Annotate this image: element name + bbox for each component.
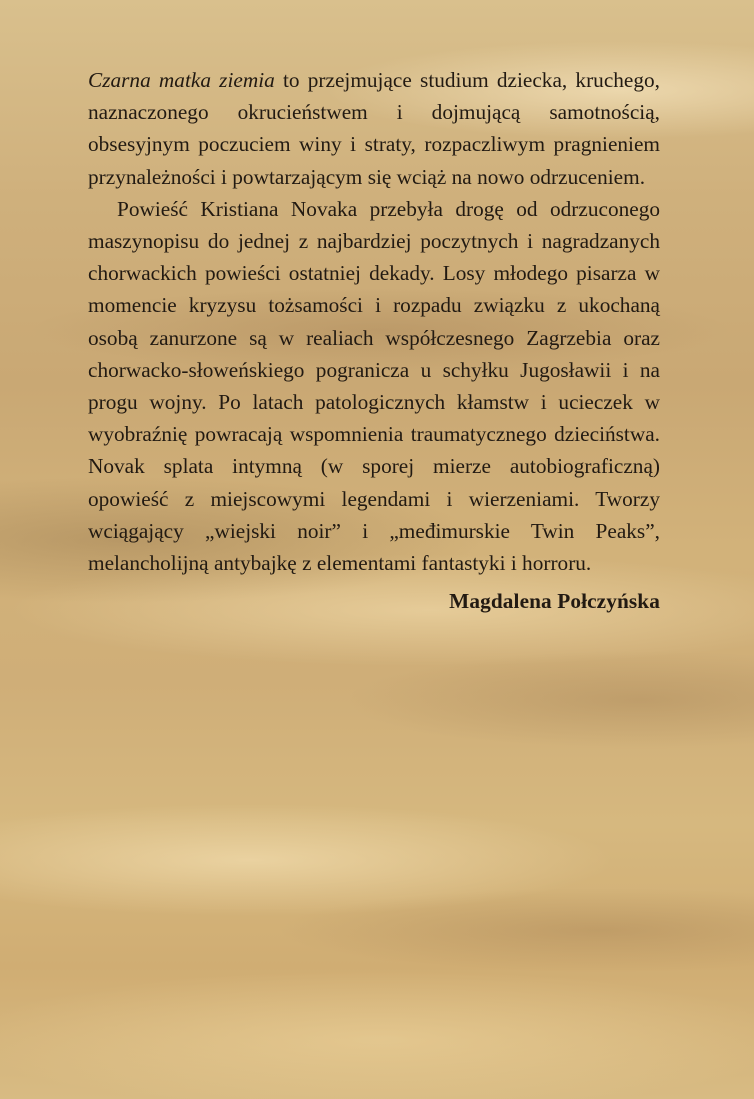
- blurb-paragraph-2: Powieść Kristiana Novaka przebyła drogę od odrzuconego maszynopisu do jednej z najbardziej poczytnych i nagradzanych chorwackich powieści ostatniej dekady. Losy młodego pisarza w momencie kryzysu tożsamości i rozpadu związku z ukochaną osobą zanurzone są w realiach współczesnego Zagrzebia oraz chorwacko-słoweńskiego pogranicza u schyłku Jugosławii i na progu wojny. Po latach patologicznych kłamstw i ucieczek w wyobraźnię powracają wspomnienia traumatycznego dzieciństwa. Novak splata intymną (w sporej mierze autobiograficzną) opowieść z miejscowymi legendami i wierzeniami. Tworzy wciągający „wiejski noir” i „međimurskie Twin Peaks”, melancholijną antybajkę z elementami fantastyki i horroru.: [88, 196, 660, 576]
- blurb-paragraph-1: [88, 64, 660, 193]
- blurb-paragraph-1-text: to przejmujące studium dziecka, kruchego, naznaczonego okrucieństwem i dojmującą samotnością, obsesyjnym poczuciem winy i straty, rozpaczliwym pragnieniem przynależności i powtarzającym się wciąż na nowo odrzuceniem.: [88, 68, 660, 189]
- blurb-author-signature: Magdalena Połczyńska: [449, 589, 660, 614]
- blurb-text-block: [88, 64, 660, 617]
- book-title-italic: Czarna matka ziemia: [88, 68, 275, 92]
